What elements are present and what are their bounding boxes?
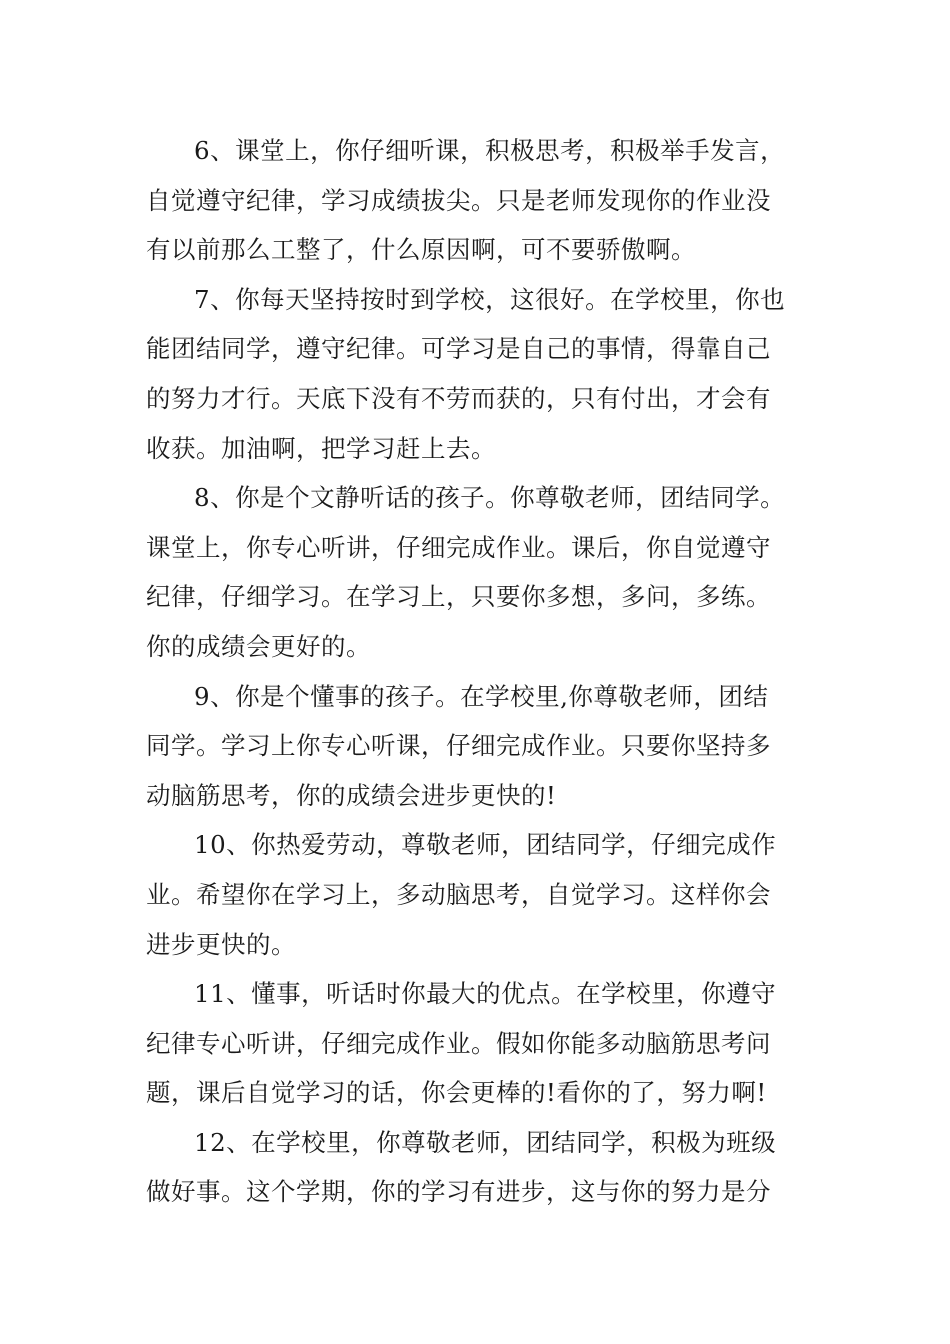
paragraph-line: 10、你热爱劳动，尊敬老师，团结同学，仔细完成作 [194, 830, 777, 860]
paragraph-line: 6、课堂上，你仔细听课，积极思考，积极举手发言， [194, 136, 786, 165]
paragraph-10 [146, 820, 806, 969]
paragraph-line: 你的成绩会更好的。 [146, 631, 371, 661]
paragraph-line: 8、你是个文静听话的孩子。你尊敬老师，团结同学。 [194, 483, 786, 513]
paragraph-line: 纪律专心听讲，仔细完成作业。假如你能多动脑筋思考问 [146, 1028, 771, 1058]
paragraph-line: 9、你是个懂事的孩子。在学校里,你尊敬老师，团结 [194, 681, 769, 711]
paragraph-line: 能团结同学，遵守纪律。可学习是自己的事情，得靠自己 [146, 334, 771, 364]
document-body [146, 126, 806, 1217]
paragraph-6 [146, 126, 806, 275]
paragraph-8 [146, 473, 806, 671]
paragraph-line: 的努力才行。天底下没有不劳而获的，只有付出，才会有 [146, 383, 771, 413]
paragraph-line: 业。希望你在学习上，多动脑思考，自觉学习。这样你会 [146, 879, 771, 909]
paragraph-9 [146, 672, 806, 821]
paragraph-line: 进步更快的。 [146, 929, 296, 959]
paragraph-line: 12、在学校里，你尊敬老师，团结同学，积极为班级 [194, 1127, 777, 1157]
paragraph-line: 题，课后自觉学习的话，你会更棒的!看你的了，努力啊! [146, 1078, 767, 1108]
paragraph-line: 做好事。这个学期，你的学习有进步，这与你的努力是分 [146, 1177, 771, 1207]
paragraph-line: 同学。学习上你专心听课，仔细完成作业。只要你坚持多 [146, 731, 771, 761]
paragraph-line: 11、懂事，听话时你最大的优点。在学校里，你遵守 [194, 979, 777, 1009]
paragraph-line: 课堂上，你专心听讲，仔细完成作业。课后，你自觉遵守 [146, 532, 771, 562]
paragraph-line: 有以前那么工整了，什么原因啊，可不要骄傲啊。 [146, 235, 696, 265]
paragraph-11 [146, 969, 806, 1118]
paragraph-line: 纪律，仔细学习。在学习上，只要你多想，多问，多练。 [146, 582, 771, 612]
paragraph-12 [146, 1118, 806, 1217]
paragraph-line: 收获。加油啊，把学习赶上去。 [146, 433, 496, 463]
paragraph-line: 动脑筋思考，你的成绩会进步更快的! [146, 780, 557, 810]
paragraph-7 [146, 275, 806, 473]
paragraph-line: 自觉遵守纪律，学习成绩拔尖。只是老师发现你的作业没 [146, 185, 771, 215]
paragraph-line: 7、你每天坚持按时到学校，这很好。在学校里，你也 [194, 284, 786, 314]
